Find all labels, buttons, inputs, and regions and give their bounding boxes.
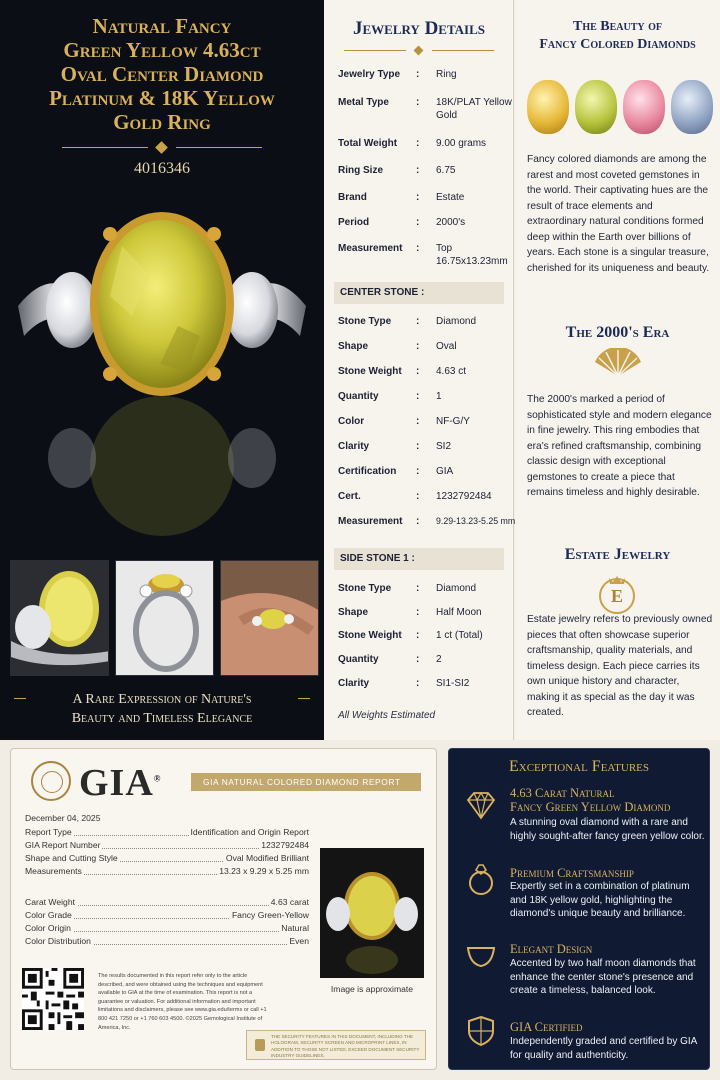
title-line: Natural Fancy [92, 14, 232, 38]
feature-heading: Premium Craftsmanship [510, 866, 634, 880]
title-line: Green Yellow 4.63ct [63, 38, 261, 62]
feature-heading: GIA Certified [510, 1020, 583, 1034]
gia-certificate[interactable]: GIA® GIA NATURAL COLORED DIAMOND REPORT December 04, 2025 Report Type Identification and Origin Report GIA Report Number 1232792484 Shape and Cutting Style Oval Modified Brilliant Measurements 13.23 x 9.29 x 5.25 mm Carat Weight 4.63 carat Color Grade Fancy Green-Yellow Color Origin Natural Color Distribution Even [10, 748, 437, 1070]
green-diamond-icon [575, 80, 617, 134]
estate-title: Estate Jewelry [564, 546, 671, 563]
tagline [0, 690, 324, 728]
title-line: Gold Ring [113, 110, 211, 134]
features-title: Exceptional Features [508, 758, 649, 775]
report-banner: GIA NATURAL COLORED DIAMOND REPORT [191, 773, 421, 791]
estate-crest-icon [595, 572, 639, 616]
feature-text: Expertly set in a combination of platinum and 18K yellow gold, highlighting the diamond's unique beauty and brilliance. [510, 881, 690, 919]
title-line: Platinum & 18K Yellow [49, 86, 275, 110]
thumbnail-side-view[interactable] [10, 560, 109, 676]
beauty-title-line: Fancy Colored Diamonds [539, 37, 696, 52]
info-panel [515, 0, 720, 740]
side-stone-header: SIDE STONE 1 : [334, 548, 504, 570]
photo-caption: Image is approximate [330, 984, 414, 994]
estate-text: Estate jewelry refers to previously owned pieces that often showcase superior craftsmanship, quality materials, and timeless design. Each piece carries its own unique history and character, making it as special as the day it was created. [527, 614, 713, 718]
title-ornament [62, 143, 262, 153]
details-title: Jewelry Details [352, 18, 486, 39]
shield-icon [464, 1014, 498, 1048]
jewelry-details-panel: Jewelry Details Jewelry Type : Ring Metal Type : 18K/PLAT Yellow Gold Total Weight : 9.00 grams Ring Size : 6.75 Brand : Estate Period : 2000's Measurement : Top 16.75x13.23mm CENTER STONE : Stone Type : Diamond Shape : Oval Stone Weight : 4.63 ct Quantity : 1 Color : NF-G/Y Clarity : SI2 Certification : GIA Cert. : 1232792484 Measurement : 9.29-13.23-5.25 mm SIDE STONE 1 : Stone Type : Diamond Shape : Half Moon Stone Weight : 1 ct (Total) Quantity : 2 Clarity : SI1-SI2 All Weights Estimated [324, 0, 514, 740]
feature-text: Independently graded and certified by GIA for quality and authenticity. [510, 1036, 697, 1061]
era-text: The 2000's marked a period of sophisticated style and modern elegance in fine jewelry. This ring embodies that era's refined craftsmanship, combining classic design with exceptional gemstones to create a piece that remains timeless and highly desirable. [527, 394, 712, 498]
tagline-line: A Rare Expression of Nature's [72, 692, 252, 707]
beauty-text: Fancy colored diamonds are among the rarest and most coveted gemstones in the world. Their captivating hues are the result of trace elements and extraordinary natural conditions formed deep within the Earth over billions of years. Each stone is a singular treasure, cherished for its uniqueness and beauty. [527, 154, 710, 274]
half-moon-icon [464, 938, 498, 972]
product-title [0, 14, 324, 134]
art-deco-fan-icon [593, 348, 643, 378]
security-text: THE SECURITY FEATURES IN THIS DOCUMENT, INCLUDING THE HOLOGRAM, SECURITY SCREEN AND MICROPRINT LINES, IN ADDITION TO THOSE NOT LISTED, EXCEED DOCUMENT SECURITY INDUSTRY GUIDELINES. [271, 1034, 420, 1059]
colored-diamonds-row [527, 80, 713, 138]
hero-panel [0, 0, 324, 740]
feature-heading: 4.63 Carat Natural Fancy Green Yellow Diamond [510, 786, 671, 814]
thumbnail-on-hand[interactable] [220, 560, 319, 676]
beauty-title [515, 18, 720, 54]
era-title: The 2000's Era [565, 324, 670, 341]
yellow-diamond-icon [527, 80, 569, 134]
gia-logo: GIA® [79, 762, 162, 804]
cert-fine-print: The results documented in this report refer only to the article described, and were obtained using the techniques and equipment available to GIA at the time of examination. This report is not a guarantee or valuation. For additional information and important limitations and disclaimers, please see www.gia.edu/terms or call +1 800 421 7250 or +1 760 603 4500. ©2025 Gemological Institute of America, Inc. [98, 973, 267, 1031]
estate-crest-letter: E [610, 586, 623, 606]
report-date: December 04, 2025 [25, 813, 101, 823]
lock-icon [255, 1039, 265, 1051]
certificate-diamond-photo [320, 848, 424, 978]
sku-number: 4016346 [134, 160, 190, 177]
qr-code-icon[interactable] [22, 968, 84, 1030]
feature-heading: Elegant Design [510, 942, 593, 956]
center-stone-header: CENTER STONE : [334, 282, 504, 304]
thumbnail-profile-view[interactable] [115, 560, 214, 676]
beauty-title-line: The Beauty of [572, 19, 662, 34]
title-line: Oval Center Diamond [60, 62, 264, 86]
ring-hero-image[interactable] [10, 186, 314, 556]
feature-text: A stunning oval diamond with a rare and highly sought-after fancy green yellow color. [510, 817, 705, 842]
ring-icon [464, 862, 498, 896]
blue-diamond-icon [671, 80, 713, 134]
gia-seal-icon [31, 761, 71, 801]
pink-diamond-icon [623, 80, 665, 134]
security-strip [246, 1030, 426, 1060]
diamond-icon [464, 788, 498, 822]
tagline-line: Beauty and Timeless Elegance [71, 711, 253, 726]
weights-note: All Weights Estimated [338, 710, 436, 721]
feature-text: Accented by two half moon diamonds that enhance the center stone's presence and create a timeless, balanced look. [510, 958, 696, 996]
details-ornament [344, 46, 494, 56]
